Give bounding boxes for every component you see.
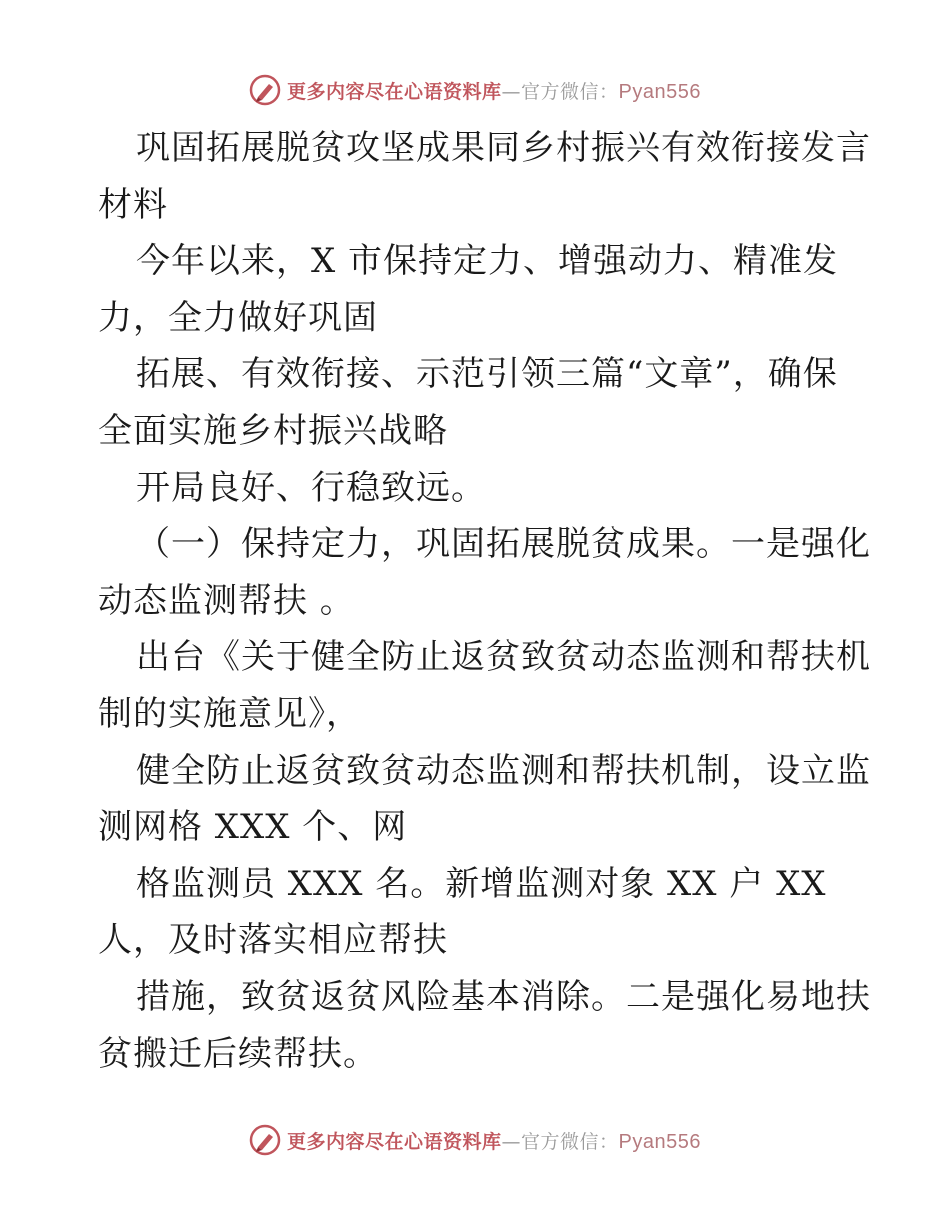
paragraph-line: 测网格 XXX 个、网 (98, 807, 408, 848)
watermark-handle: Pyan556 (618, 1130, 701, 1153)
section-heading-line: （一）保持定力，巩固拓展脱贫成果。一是强化 (136, 524, 871, 565)
watermark-official: 官方微信： (521, 80, 619, 103)
title-line-1: 巩固拓展脱贫攻坚成果同乡村振兴有效衔接发言 (136, 128, 871, 168)
paragraph-line: 格监测员 XXX 名。新增监测对象 XX 户 XX (136, 863, 827, 904)
watermark-handle: Pyan556 (618, 80, 701, 103)
paragraph-line: 动态监测帮扶 。 (98, 580, 355, 621)
pen-logo-icon (249, 74, 281, 106)
paragraph-line: 拓展、有效衔接、示范引领三篇“文章”，确保 (136, 354, 838, 395)
watermark-official: 官方微信： (521, 1130, 619, 1153)
watermark-footer (0, 1120, 950, 1160)
title-line-2: 材料 (98, 184, 168, 225)
paragraph-line: 人，及时落实相应帮扶 (98, 920, 448, 961)
watermark-brand: 更多内容尽在心语资料库 (287, 80, 502, 103)
watermark-text (287, 1127, 701, 1154)
paragraph-line: 措施，致贫返贫风险基本消除。二是强化易地扶 (136, 976, 871, 1017)
watermark-separator: — (501, 1130, 522, 1153)
paragraph-line: 制的实施意见》， (98, 693, 361, 734)
paragraph-line: 贫搬迁后续帮扶。 (98, 1033, 378, 1074)
pen-logo-icon (249, 1124, 281, 1156)
paragraph-line: 今年以来，X 市保持定力、增强动力、精准发 (136, 241, 839, 282)
document-body (98, 120, 871, 1082)
paragraph-line: 力，全力做好巩固 (98, 297, 378, 338)
watermark-text (287, 77, 701, 104)
watermark-header (0, 70, 950, 110)
watermark-brand: 更多内容尽在心语资料库 (287, 1130, 502, 1153)
paragraph-line: 健全防止返贫致贫动态监测和帮扶机制，设立监 (136, 750, 871, 791)
paragraph-line: 出台《关于健全防止返贫致贫动态监测和帮扶机 (136, 637, 871, 678)
watermark-separator: — (501, 80, 522, 103)
paragraph-line: 全面实施乡村振兴战略 (98, 410, 448, 451)
paragraph-line: 开局良好、行稳致远。 (136, 467, 486, 508)
